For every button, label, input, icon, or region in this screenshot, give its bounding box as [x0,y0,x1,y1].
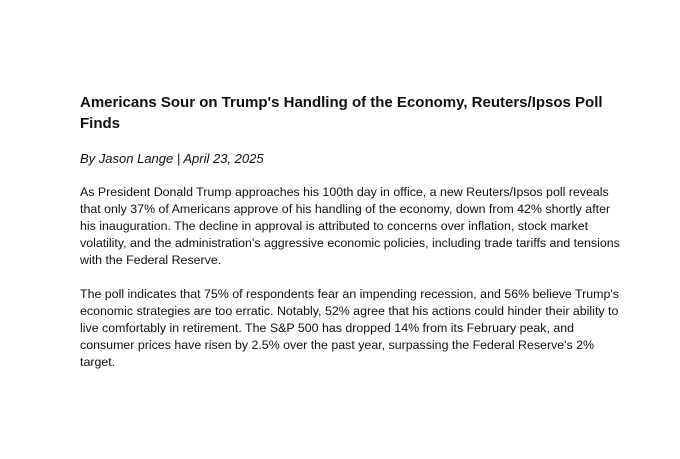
article-byline: By Jason Lange | April 23, 2025 [80,151,264,166]
article-headline: Americans Sour on Trump's Handling of the Economy, Reuters/Ipsos Poll Finds [80,94,603,132]
article-paragraph-1: As President Donald Trump approaches his 100th day in office, a new Reuters/Ipsos poll reveals that only 37% of Americans approve of his handling of the economy, down from 42% shortly after his inauguration. The decline in approval is attributed to concerns over inflation, stock market volatility, and the administration's aggressive economic policies, including trade tariffs and tensions with the Federal Reserve. [80,185,620,267]
article [80,92,620,371]
article-paragraph-2: The poll indicates that 75% of respondents fear an impending recession, and 56% believe Trump's economic strategies are too erratic. Notably, 52% agree that his actions could hinder their ability to live comfortably in retirement. The S&P 500 has dropped 14% from its February peak, and consumer prices have risen by 2.5% over the past year, surpassing the Federal Reserve's 2% target. [80,287,619,369]
